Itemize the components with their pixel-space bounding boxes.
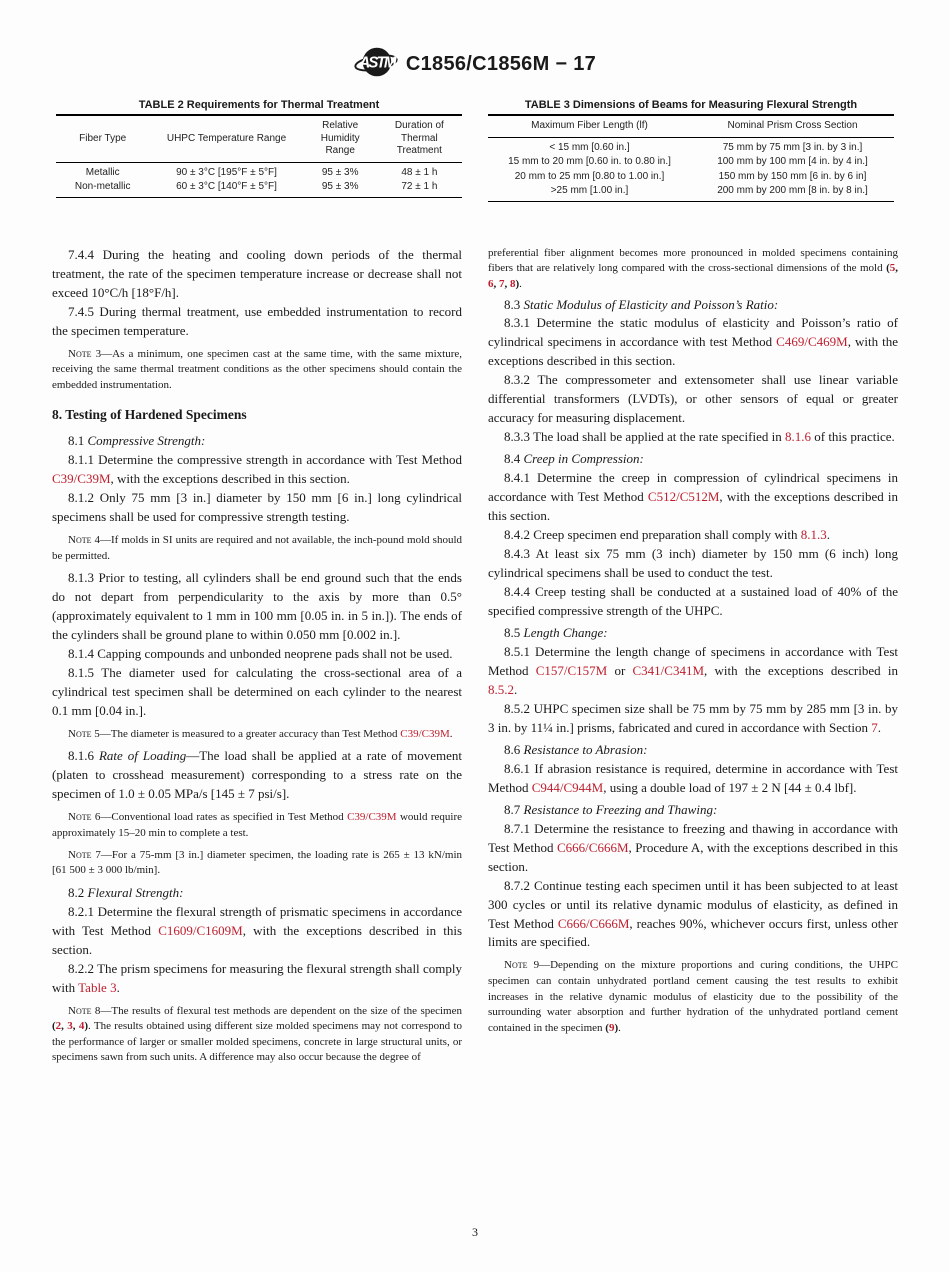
text-run: Resistance to Abrasion: <box>523 741 648 757</box>
table-cell: >25 mm [1.00 in.] <box>550 185 629 197</box>
text-run: , reaches 90%, whichever occurs first, unless other limits are specified. <box>488 915 898 950</box>
cross-reference-link[interactable]: 4 <box>78 1020 85 1033</box>
text-run: or <box>607 662 633 678</box>
text-run: 8.3 <box>504 296 524 312</box>
cross-reference-link[interactable]: 6 <box>488 277 494 290</box>
cross-reference-link[interactable]: C666/C666M <box>557 915 630 931</box>
cross-reference-link[interactable]: 5 <box>889 262 896 275</box>
table-row <box>56 162 462 180</box>
text-run: 8. Testing of Hardened Specimens <box>52 407 247 423</box>
page-number: 3 <box>472 1225 478 1239</box>
text-run: 8.3.1 Determine the static modulus of elasticity and Poisson’s ratio of cylindrical specimens in accordance with test Method <box>488 315 898 350</box>
text-run: 8.1.6 <box>68 748 99 764</box>
cross-reference-link[interactable]: 8.5.2 <box>488 681 514 697</box>
cross-reference-link[interactable]: C157/C157M <box>535 662 608 678</box>
cross-reference-link[interactable]: 3 <box>67 1020 73 1033</box>
text-run: , <box>72 1020 79 1033</box>
text-run: Rate of Loading <box>98 748 187 764</box>
table-row <box>488 169 894 184</box>
text-run: Resistance to Freezing and Thawing: <box>523 801 718 817</box>
cross-reference-link[interactable]: C666/C666M <box>557 839 629 855</box>
body-paragraph <box>52 960 462 998</box>
text-run: Flexural Strength: <box>87 884 184 900</box>
body-paragraph <box>52 664 462 721</box>
cross-reference-link[interactable]: 8.1.6 <box>784 429 811 445</box>
table-cell: 48 ± 1 h <box>401 166 438 178</box>
note-paragraph <box>52 347 462 394</box>
text-run: 8.4.1 Determine the creep in compression of cylindrical specimens in accordance with Test Method <box>488 470 898 505</box>
text-run: 8.1.4 Capping compounds and unbonded neoprene pads shall not be used. <box>68 646 453 661</box>
text-run: . The results obtained using different size molded specimens may not correspond to the performance of larger or smaller molded specimens, concrete in large structural units, or specimens sawn from such units. A difference may also occur because the degree of <box>52 1020 463 1064</box>
column-header: Nominal Prism Cross Section <box>727 120 858 132</box>
text-run: 8.2.2 The prism specimens for measuring the flexural strength shall comply with <box>52 960 462 995</box>
left-column <box>52 246 462 1071</box>
cross-reference-link[interactable]: C1609/C1609M <box>158 922 243 938</box>
body-paragraph <box>52 569 462 645</box>
table-cell: 100 mm by 100 mm [4 in. by 4 in.] <box>717 156 868 168</box>
text-run: 8.1.2 Only 75 mm [3 in.] diameter by 150 mm [6 in.] long cylindrical specimens shall be used for compressive strength testing. <box>52 489 462 524</box>
text-run: 8.1 <box>68 433 88 449</box>
cross-reference-link[interactable]: C39/C39M <box>52 471 111 486</box>
table-row <box>488 155 894 170</box>
text-run: . <box>514 681 518 697</box>
text-run: Note 3 <box>68 347 102 360</box>
table-cell: 200 mm by 200 mm [8 in. by 8 in.] <box>717 185 868 197</box>
note-paragraph <box>52 1004 462 1066</box>
text-run: , <box>61 1020 68 1033</box>
body-paragraph <box>488 428 898 447</box>
body-paragraph <box>488 700 898 738</box>
text-run: . <box>826 527 831 543</box>
body-paragraph <box>52 645 462 664</box>
table-cell: 150 mm by 150 mm [6 in. by 6 in] <box>718 170 867 182</box>
text-run: . <box>618 1021 621 1034</box>
cross-reference-link[interactable]: C469/C469M <box>776 334 848 350</box>
text-run: —The diameter is measured to a greater accuracy than Test Method <box>99 727 401 740</box>
body-paragraph <box>52 246 462 303</box>
table-header-row <box>56 115 462 162</box>
note-paragraph <box>488 246 898 293</box>
body-paragraph <box>488 545 898 583</box>
text-run: 8.4 <box>504 451 524 467</box>
body-paragraph <box>52 432 462 451</box>
body-columns <box>0 246 950 1071</box>
body-paragraph <box>488 820 898 877</box>
table-3 <box>488 114 894 202</box>
note-paragraph <box>52 533 462 564</box>
text-run: . <box>116 979 120 995</box>
right-column <box>488 246 898 1071</box>
body-paragraph <box>488 371 898 428</box>
text-run: ( <box>605 1021 609 1034</box>
text-run: —Depending on the mixture proportions and curing conditions, the UHPC specimen can contain unhydrated portland cement causing the test results to exhibit increases in the relative dynamic modulus of elasticity due to the possibility of the surrounding water absorption and further hydration of the unhydrated portland cement contained in the specimen <box>488 959 899 1034</box>
text-run: Note 4 <box>68 533 101 546</box>
text-run: 8.6 <box>504 741 524 757</box>
text-run: Static Modulus of Elasticity and Poisson’s Ratio: <box>523 296 779 312</box>
text-run: 8.7.1 Determine the resistance to freezing and thawing in accordance with Test Method <box>488 820 898 855</box>
text-run: Note 5 <box>68 727 100 740</box>
cross-reference-link[interactable]: Table 3 <box>78 979 117 995</box>
table-header-row <box>488 115 894 137</box>
text-run: Creep in Compression: <box>523 451 644 467</box>
cross-reference-link[interactable]: 7 <box>499 277 505 290</box>
cross-reference-link[interactable]: 8 <box>510 277 516 290</box>
text-run: of this practice. <box>810 429 895 445</box>
table-cell: < 15 mm [0.60 in.] <box>549 141 630 153</box>
body-paragraph <box>488 643 898 700</box>
text-run: Compressive Strength: <box>87 433 206 449</box>
text-run: —The load shall be applied at a rate of movement (platen to crosshead measurement) corresponding to a stress rate on the specimen of 1.0 ± 0.05 MPa/s [145 ± 7 psi/s]. <box>52 748 463 802</box>
cross-reference-link[interactable]: C944/C944M <box>531 779 604 795</box>
text-run: 8.4.3 At least six 75 mm (3 inch) diameter by 150 mm (6 inch) long cylindrical specimens shall be used to conduct the test. <box>488 546 898 581</box>
text-run: Length Change: <box>523 624 608 640</box>
table-2 <box>56 114 462 198</box>
body-paragraph <box>488 583 898 621</box>
body-paragraph <box>488 469 898 526</box>
text-run: 8.3.3 The load shall be applied at the rate specified in <box>504 429 785 445</box>
note-paragraph <box>52 727 462 743</box>
body-paragraph <box>52 489 462 527</box>
text-run: , with the exceptions described in this section. <box>488 489 898 524</box>
text-run: ) <box>84 1020 88 1033</box>
table-cell: 95 ± 3% <box>321 181 359 193</box>
text-run: Note 8 <box>68 1004 101 1017</box>
table-cell: 72 ± 1 h <box>401 181 438 193</box>
body-paragraph <box>52 303 462 341</box>
text-run: ) <box>614 1021 619 1034</box>
text-run: —The results of flexural test methods are dependent on the size of the specimen <box>100 1004 462 1017</box>
table-2-title: TABLE 2 Requirements for Thermal Treatment <box>138 99 380 111</box>
text-run: 8.4.4 Creep testing shall be conducted at a sustained load of 40% of the specified compressive strength of the UHPC. <box>488 584 898 619</box>
body-paragraph <box>488 877 898 953</box>
text-run: 8.6.1 If abrasion resistance is required, determine in accordance with Test Method <box>488 760 898 795</box>
text-run: . <box>877 719 882 735</box>
text-run: 8.7.2 Continue testing each specimen until it has been subjected to at least 300 cycles or until its relative dynamic modulus of elasticity, as defined in Test Method <box>488 877 898 931</box>
body-paragraph <box>488 314 898 371</box>
note-paragraph <box>52 810 462 841</box>
body-paragraph <box>52 903 462 960</box>
text-run: . <box>449 727 453 740</box>
text-run: ( <box>886 262 890 275</box>
table-cell: 75 mm by 75 mm [3 in. by 3 in.] <box>722 141 863 153</box>
body-paragraph <box>52 884 462 903</box>
text-run: 7.4.4 During the heating and cooling down periods of the thermal treatment, the rate of the specimen temperature increase or decrease shall not exceed 10°C/h [18°F/h]. <box>52 246 462 300</box>
cross-reference-link[interactable]: 8.1.3 <box>800 527 827 543</box>
tables-row <box>0 99 950 202</box>
column-header: UHPC Temperature Range <box>166 132 287 144</box>
body-paragraph <box>488 450 898 469</box>
cross-reference-link[interactable]: 9 <box>608 1021 615 1034</box>
text-run: would require approximately 15–20 min to complete a test. <box>52 811 462 839</box>
text-run: Note 9 <box>504 959 540 972</box>
table-2-block <box>56 99 462 198</box>
table-cell: 20 mm to 25 mm [0.80 to 1.00 in.] <box>514 170 665 182</box>
text-run: preferential fiber alignment becomes more pronounced in molded specimens containing fibers that are relatively long compared with the cross-sectional dimensions of the mold <box>488 246 898 275</box>
table-cell: Metallic <box>85 166 120 178</box>
text-run: 7.4.5 During thermal treatment, use embedded instrumentation to record the specimen temperature. <box>52 303 462 338</box>
text-run: 8.5.1 Determine the length change of specimens in accordance with Test Method <box>488 643 898 678</box>
table-row <box>488 137 894 155</box>
cross-reference-link[interactable]: C39/C39M <box>347 811 397 824</box>
text-run: —Conventional load rates as specified in Test Method <box>100 811 348 824</box>
table-cell: 15 mm to 20 mm [0.60 in. to 0.80 in.] <box>508 156 671 168</box>
text-run: , with the exceptions described in this section. <box>110 471 350 486</box>
document-footer <box>0 1225 950 1240</box>
text-run: —For a 75-mm [3 in.] diameter specimen, the loading rate is 265 ± 13 kN/min [61 500 ± 3 000 lb/min]. <box>52 848 463 877</box>
text-run: 8.3.2 The compressometer and extensometer shall use linear variable differential transformers (LVDTs), or other sensors of equal or greater accuracy for measuring displacement. <box>488 372 898 426</box>
text-run: 8.2.1 Determine the flexural strength of prismatic specimens in accordance with Test Method <box>52 903 462 938</box>
astm-logo-icon <box>354 42 398 87</box>
body-paragraph <box>488 801 898 820</box>
text-run: , with the exceptions described in <box>704 662 898 678</box>
body-paragraph <box>488 741 898 760</box>
text-run: ) <box>515 277 520 290</box>
text-run: , with the exceptions described in this section. <box>52 922 463 957</box>
section-heading <box>52 405 462 425</box>
text-run: , with the exceptions described in this section. <box>488 334 899 369</box>
document-header <box>0 0 950 87</box>
column-header: Duration of Thermal Treatment <box>394 120 444 157</box>
text-run: 8.5.2 UHPC specimen size shall be 75 mm by 75 mm by 285 mm [3 in. by 3 in. by 11¼ in.] prisms, fabricated and cured in accordance with Section <box>488 700 898 735</box>
note-paragraph <box>488 958 898 1036</box>
text-run: 8.1.3 Prior to testing, all cylinders shall be end ground such that the ends do not depart from perpendicularity to the axis by more than 0.5° (approximately equivalent to 1 mm in 100 mm [0.05 in. in 5 in.]). The ends of the cylinders shall be ground plane to within 0.050 mm [0.002 in.]. <box>52 570 462 643</box>
text-run: —As a minimum, one specimen cast at the same time, with the same mixture, receiving the same thermal treatment conditions as the other specimens should contain the embedded instrumentation. <box>52 347 462 391</box>
column-header: Fiber Type <box>79 132 127 144</box>
table-3-block <box>488 99 894 202</box>
body-paragraph <box>52 747 462 804</box>
text-run: , <box>493 277 499 290</box>
cross-reference-link[interactable]: 2 <box>55 1020 62 1033</box>
text-run: 8.5 <box>504 624 524 640</box>
text-run: 8.7 <box>504 801 524 817</box>
text-run: . <box>519 277 522 290</box>
note-paragraph <box>52 848 462 879</box>
text-run: Note 6 <box>68 811 101 824</box>
cross-reference-link[interactable]: C512/C512M <box>647 489 720 505</box>
body-paragraph <box>488 760 898 798</box>
table-row <box>488 184 894 202</box>
text-run: , <box>895 262 898 275</box>
text-run: , Procedure A, with the exceptions described in this section. <box>488 839 898 874</box>
text-run: 8.1.1 Determine the compressive strength in accordance with Test Method <box>68 452 462 468</box>
table-cell: 90 ± 3°C [195°F ± 5°F] <box>176 166 277 178</box>
text-run: ( <box>52 1020 56 1033</box>
text-run: , <box>504 277 510 290</box>
body-paragraph <box>488 624 898 643</box>
table-row <box>56 180 462 198</box>
document-code: C1856/C1856M − 17 <box>405 53 597 75</box>
table-cell: 95 ± 3% <box>321 166 359 178</box>
text-run: 8.4.2 Creep specimen end preparation shall comply with <box>504 527 801 543</box>
table-cell: 60 ± 3°C [140°F ± 5°F] <box>176 181 277 193</box>
cross-reference-link[interactable]: C39/C39M <box>400 727 450 740</box>
body-paragraph <box>488 296 898 315</box>
cross-reference-link[interactable]: 7 <box>871 719 878 735</box>
body-paragraph <box>488 526 898 545</box>
svg-text:ASTM: ASTM <box>359 54 395 72</box>
text-run: Note 7 <box>68 848 101 861</box>
table-3-title: TABLE 3 Dimensions of Beams for Measuring Flexural Strength <box>524 99 858 111</box>
cross-reference-link[interactable]: C341/C341M <box>632 662 705 678</box>
text-run: , using a double load of 197 ± 2 N [44 ± 0.4 lbf]. <box>603 779 857 795</box>
text-run: 8.1.5 The diameter used for calculating the cross-sectional area of a cylindrical test specimen shall be determined on each cylinder to the nearest 0.1 mm [0.04 in.]. <box>52 664 462 718</box>
column-header: Maximum Fiber Length (lf) <box>531 120 648 132</box>
table-cell: Non-metallic <box>74 181 131 193</box>
column-header: Relative Humidity Range <box>320 120 360 157</box>
body-paragraph <box>52 451 462 489</box>
text-run: —If molds in SI units are required and not available, the inch-pound mold should be permitted. <box>52 533 463 562</box>
text-run: 8.2 <box>68 884 88 900</box>
